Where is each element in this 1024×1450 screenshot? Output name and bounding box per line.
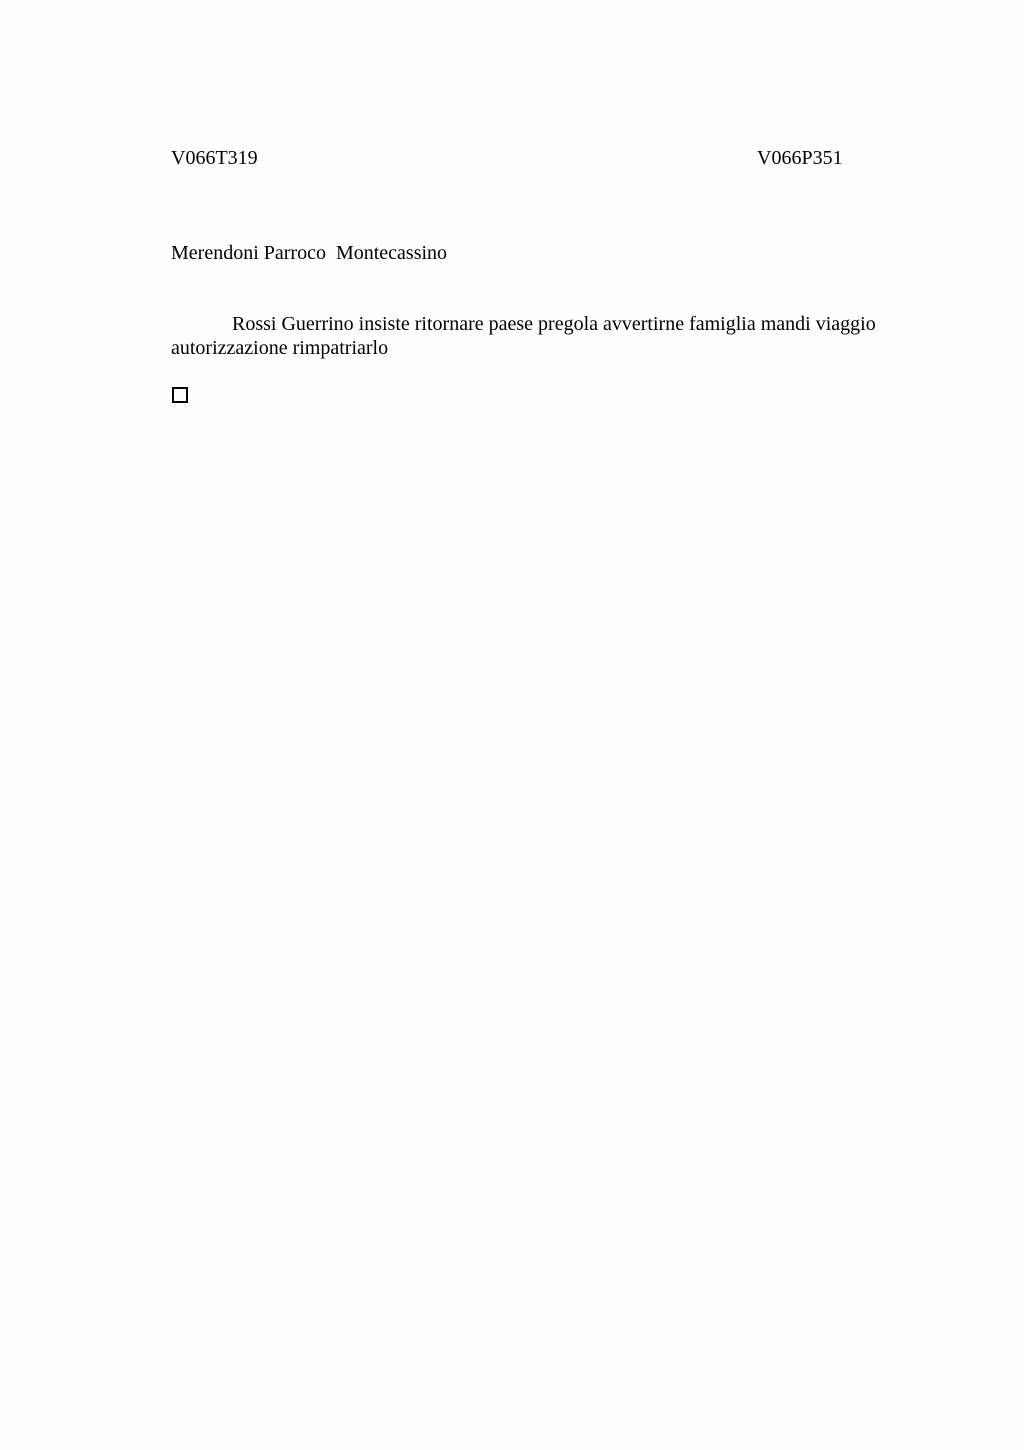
empty-square-icon [172, 387, 188, 403]
addressee-line: Merendoni Parroco Montecassino [171, 242, 448, 264]
document-reference-right: V066P351 [757, 147, 843, 169]
document-reference-left: V066T319 [171, 147, 258, 169]
message-body: Rossi Guerrino insiste ritornare paese pregola avvertirne famiglia mandi viaggio autorizzazione rimpatriarlo [171, 313, 876, 359]
